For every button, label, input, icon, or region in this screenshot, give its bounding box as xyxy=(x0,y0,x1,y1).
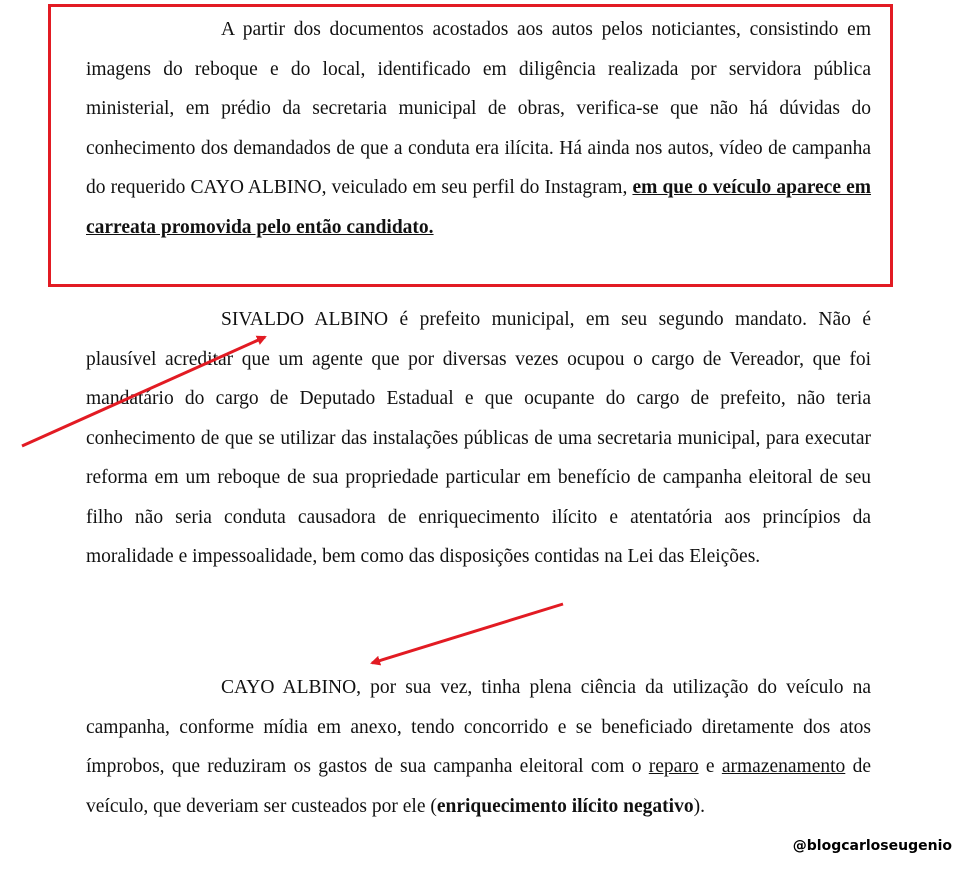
text-segment: reparo xyxy=(648,756,699,777)
text-segment: enriquecimento ilícito negativo xyxy=(436,795,694,817)
text-segment: ). xyxy=(693,795,705,817)
text-segment: em que o veículo aparece em carreata promovida pelo então candidato. xyxy=(86,177,872,238)
watermark-label: @blogcarloseugenio xyxy=(792,838,952,854)
text-segment: SIVALDO ALBINO é prefeito municipal, em seu segundo mandato. Não é plausível acreditar que um agente que por diversas vezes ocupou o cargo de Vereador, que foi mandatário do cargo de Deputado Estadual e que ocupante do cargo de prefeito, não teria conhecimento de que se utilizar das instalações públicas de uma secretaria municipal, para executar reforma em um reboque de sua propriedade particular em benefício de campanha eleitoral de seu filho não seria conduta causadora de enriquecimento ilícito e atentatória aos princípios da moralidade e impessoalidade, bem como das disposições contidas na Lei das Eleições. xyxy=(86,309,871,567)
text-segment: CAYO ALBINO, por sua vez, tinha plena ciência da utilização do veículo na campanha, conforme mídia em anexo, tendo concorrido e se beneficiado diretamente dos atos ímprobos, que reduziram os gastos de sua campanha eleitoral com o xyxy=(86,677,871,777)
text-segment: e xyxy=(698,756,722,777)
text-segment: de veículo, que deveriam ser custeados por ele ( xyxy=(86,756,872,817)
arrow-to-sivaldo xyxy=(22,337,265,446)
arrow-to-cayo xyxy=(372,604,563,663)
text-segment: A partir dos documentos acostados aos autos pelos noticiantes, consistindo em imagens do reboque e do local, identificado em diligência realizada por servidora pública ministerial, em prédio da secretaria municipal de obras, verifica-se que não há dúvidas do conhecimento dos demandados de que a conduta era ilícita. Há ainda nos autos, vídeo de campanha do requerido CAYO ALBINO, veiculado em seu perfil do Instagram, xyxy=(86,19,871,198)
text-segment: armazenamento xyxy=(721,756,846,777)
